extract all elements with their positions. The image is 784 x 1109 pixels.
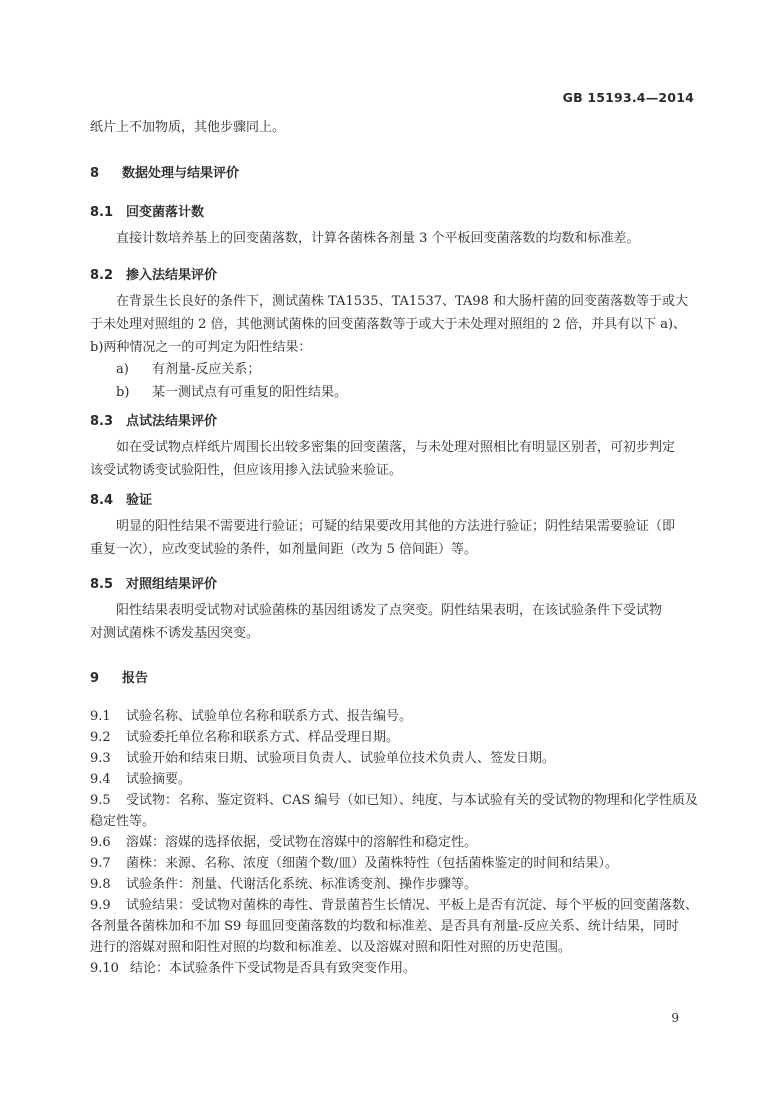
- section-9-heading: 9 报告: [90, 671, 149, 686]
- paragraph: 明显的阳性结果不需要进行验证；可疑的结果要改用其他的方法进行验证；阴性结果需要验证（即: [116, 519, 676, 534]
- report-item: 9.1 试验名称、试验单位名称和联系方式、报告编号。: [90, 709, 413, 724]
- report-item: 9.8 试验条件：剂量、代谢活化系统、标准诱变剂、操作步骤等。: [90, 877, 478, 892]
- report-item: 9.3 试验开始和结束日期、试验项目负责人、试验单位技术负责人、签发日期。: [90, 751, 556, 766]
- report-item: 9.6 溶媒：溶媒的选择依据，受试物在溶媒中的溶解性和稳定性。: [90, 835, 478, 850]
- paragraph-cont: 该受试物诱变试验阳性，但应该用掺入法试验来验证。: [90, 463, 403, 478]
- list-item: b) 某一测试点有可重复的阳性结果。: [116, 385, 348, 400]
- report-item: 9.5 受试物：名称、鉴定资料、CAS 编号（如已知）、纯度、与本试验有关的受试物的物理和化学性质及: [90, 793, 698, 808]
- report-item-cont: 各剂量各菌株加和不加 S9 每皿回变菌落数的均数和标准差、是否具有剂量-反应关系、统计结果，同时: [90, 919, 679, 934]
- paragraph-cont: 重复一次），应改变试验的条件，如剂量间距（改为 5 倍间距）等。: [90, 542, 478, 557]
- section-8-5-heading: 8.5 对照组结果评价: [90, 577, 218, 592]
- paragraph-cont: b)两种情况之一的可判定为阳性结果：: [90, 340, 312, 355]
- paragraph-cont: 对测试菌株不诱发基因突变。: [90, 626, 260, 641]
- report-item: 9.7 菌株：来源、名称、浓度（细菌个数/皿）及菌株特性（包括菌株鉴定的时间和结果）。: [90, 856, 618, 871]
- paragraph: 阳性结果表明受试物对试验菌株的基因组诱发了点突变。阴性结果表明，在该试验条件下受试物: [116, 603, 663, 618]
- section-8-3-heading: 8.3 点试法结果评价: [90, 414, 218, 429]
- section-8-heading: 8 数据处理与结果评价: [90, 166, 240, 181]
- report-item: 9.9 试验结果：受试物对菌株的毒性、背景菌苔生长情况、平板上是否有沉淀、每个平板的回变菌落数、: [90, 898, 699, 913]
- report-item-cont: 进行的溶媒对照和阳性对照的均数和标准差、以及溶媒对照和阳性对照的历史范围。: [90, 940, 572, 955]
- paragraph: 如在受试物点样纸片周围长出较多密集的回变菌落，与未处理对照相比有明显区别者，可初步判定: [116, 440, 676, 455]
- section-8-1-heading: 8.1 回变菌落计数: [90, 205, 205, 220]
- report-item: 9.2 试验委托单位名称和联系方式、样品受理日期。: [90, 730, 400, 745]
- report-item: 9.10 结论：本试验条件下受试物是否具有致突变作用。: [90, 961, 417, 976]
- report-item: 9.4 试验摘要。: [90, 772, 192, 787]
- section-8-4-heading: 8.4 验证: [90, 493, 153, 508]
- report-item-cont: 稳定性等。: [90, 814, 156, 829]
- paragraph: 直接计数培养基上的回变菌落数，计算各菌株各剂量 3 个平板回变菌落数的均数和标准差。: [116, 231, 640, 246]
- paragraph: 在背景生长良好的条件下，测试菌株 TA1535、TA1537、TA98 和大肠杆菌的回变菌落数等于或大: [116, 294, 689, 309]
- paragraph-cont: 于未处理对照组的 2 倍，其他测试菌株的回变菌落数等于或大于未处理对照组的 2 倍，并具有以下 a)、: [90, 317, 687, 332]
- page-number: 9: [671, 1011, 679, 1025]
- section-8-2-heading: 8.2 掺入法结果评价: [90, 268, 218, 283]
- continuation-text: 纸片上不加物质，其他步骤同上。: [90, 120, 286, 135]
- list-item: a) 有剂量-反应关系；: [116, 362, 261, 377]
- standard-number: GB 15193.4—2014: [562, 90, 694, 105]
